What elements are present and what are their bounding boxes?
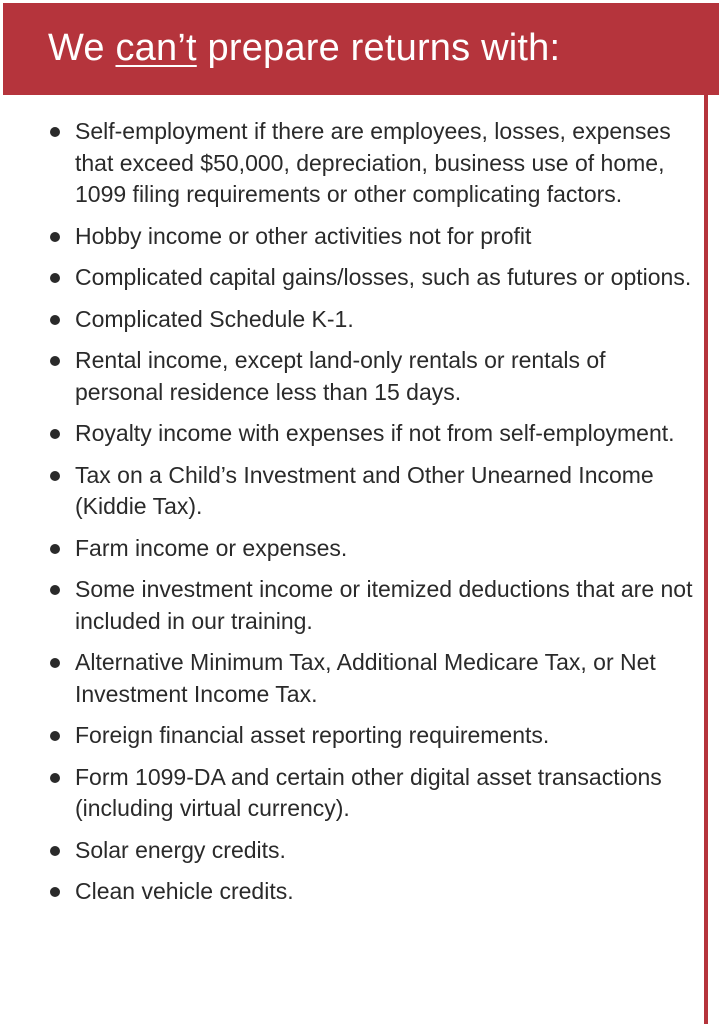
bullet-dot-icon [50, 773, 60, 783]
list-item-text: Clean vehicle credits. [75, 878, 294, 904]
list-item [46, 647, 696, 710]
list-item-text: Alternative Minimum Tax, Additional Medicare Tax, or Net Investment Income Tax. [75, 649, 656, 707]
bullet-dot-icon [50, 315, 60, 325]
list-item-text: Farm income or expenses. [75, 534, 348, 561]
bullet-dot-icon [50, 846, 60, 856]
list-item [46, 418, 696, 450]
list-item-text: Form 1099-DA and certain other digital asset transactions (including virtual currency). [75, 763, 662, 821]
list-item-text: Tax on a Child’s Investment and Other Unearned Income (Kiddie Tax). [75, 461, 654, 519]
title-suffix: prepare returns with: [196, 27, 561, 69]
list-item [46, 345, 696, 408]
list-item-text: Foreign financial asset reporting requirements. [75, 722, 550, 748]
list-item [46, 876, 696, 908]
bullet-dot-icon [50, 232, 60, 242]
list-item-text: Solar energy credits. [75, 836, 286, 863]
bullet-dot-icon [50, 887, 60, 897]
header-banner [3, 3, 719, 95]
list-item-text: Complicated capital gains/losses, such as futures or options. [75, 264, 692, 290]
bullet-dot-icon [50, 731, 60, 741]
bullet-dot-icon [50, 544, 60, 554]
exclusion-list [46, 116, 696, 918]
right-accent-border [704, 95, 708, 1024]
list-item-text: Complicated Schedule K-1. [75, 305, 354, 332]
bullet-dot-icon [50, 585, 60, 595]
list-item-text: Royalty income with expenses if not from self-employment. [75, 420, 675, 446]
list-item-text: Some investment income or itemized deductions that are not included in our training. [75, 576, 693, 634]
list-item [46, 835, 696, 867]
bullet-dot-icon [50, 471, 60, 481]
list-item [46, 720, 696, 752]
list-item [46, 574, 696, 637]
list-item [46, 221, 696, 253]
list-item [46, 533, 696, 565]
list-item-text: Hobby income or other activities not for profit [75, 222, 532, 249]
bullet-dot-icon [50, 356, 60, 366]
list-item [46, 262, 696, 294]
list-item [46, 762, 696, 825]
bullet-dot-icon [50, 658, 60, 668]
list-item [46, 116, 696, 211]
bullet-dot-icon [50, 429, 60, 439]
bullet-dot-icon [50, 127, 60, 137]
list-item-text: Rental income, except land-only rentals or rentals of personal residence less than 15 days. [75, 347, 606, 405]
list-item [46, 304, 696, 336]
list-item [46, 460, 696, 523]
title-prefix: We [48, 27, 116, 69]
page-title [48, 24, 560, 72]
title-emphasis: can’t [115, 27, 197, 69]
bullet-dot-icon [50, 273, 60, 283]
list-item-text: Self-employment if there are employees, losses, expenses that exceed $50,000, depreciation, business use of home, 1099 filing requirements or other complicating factors. [75, 118, 671, 207]
